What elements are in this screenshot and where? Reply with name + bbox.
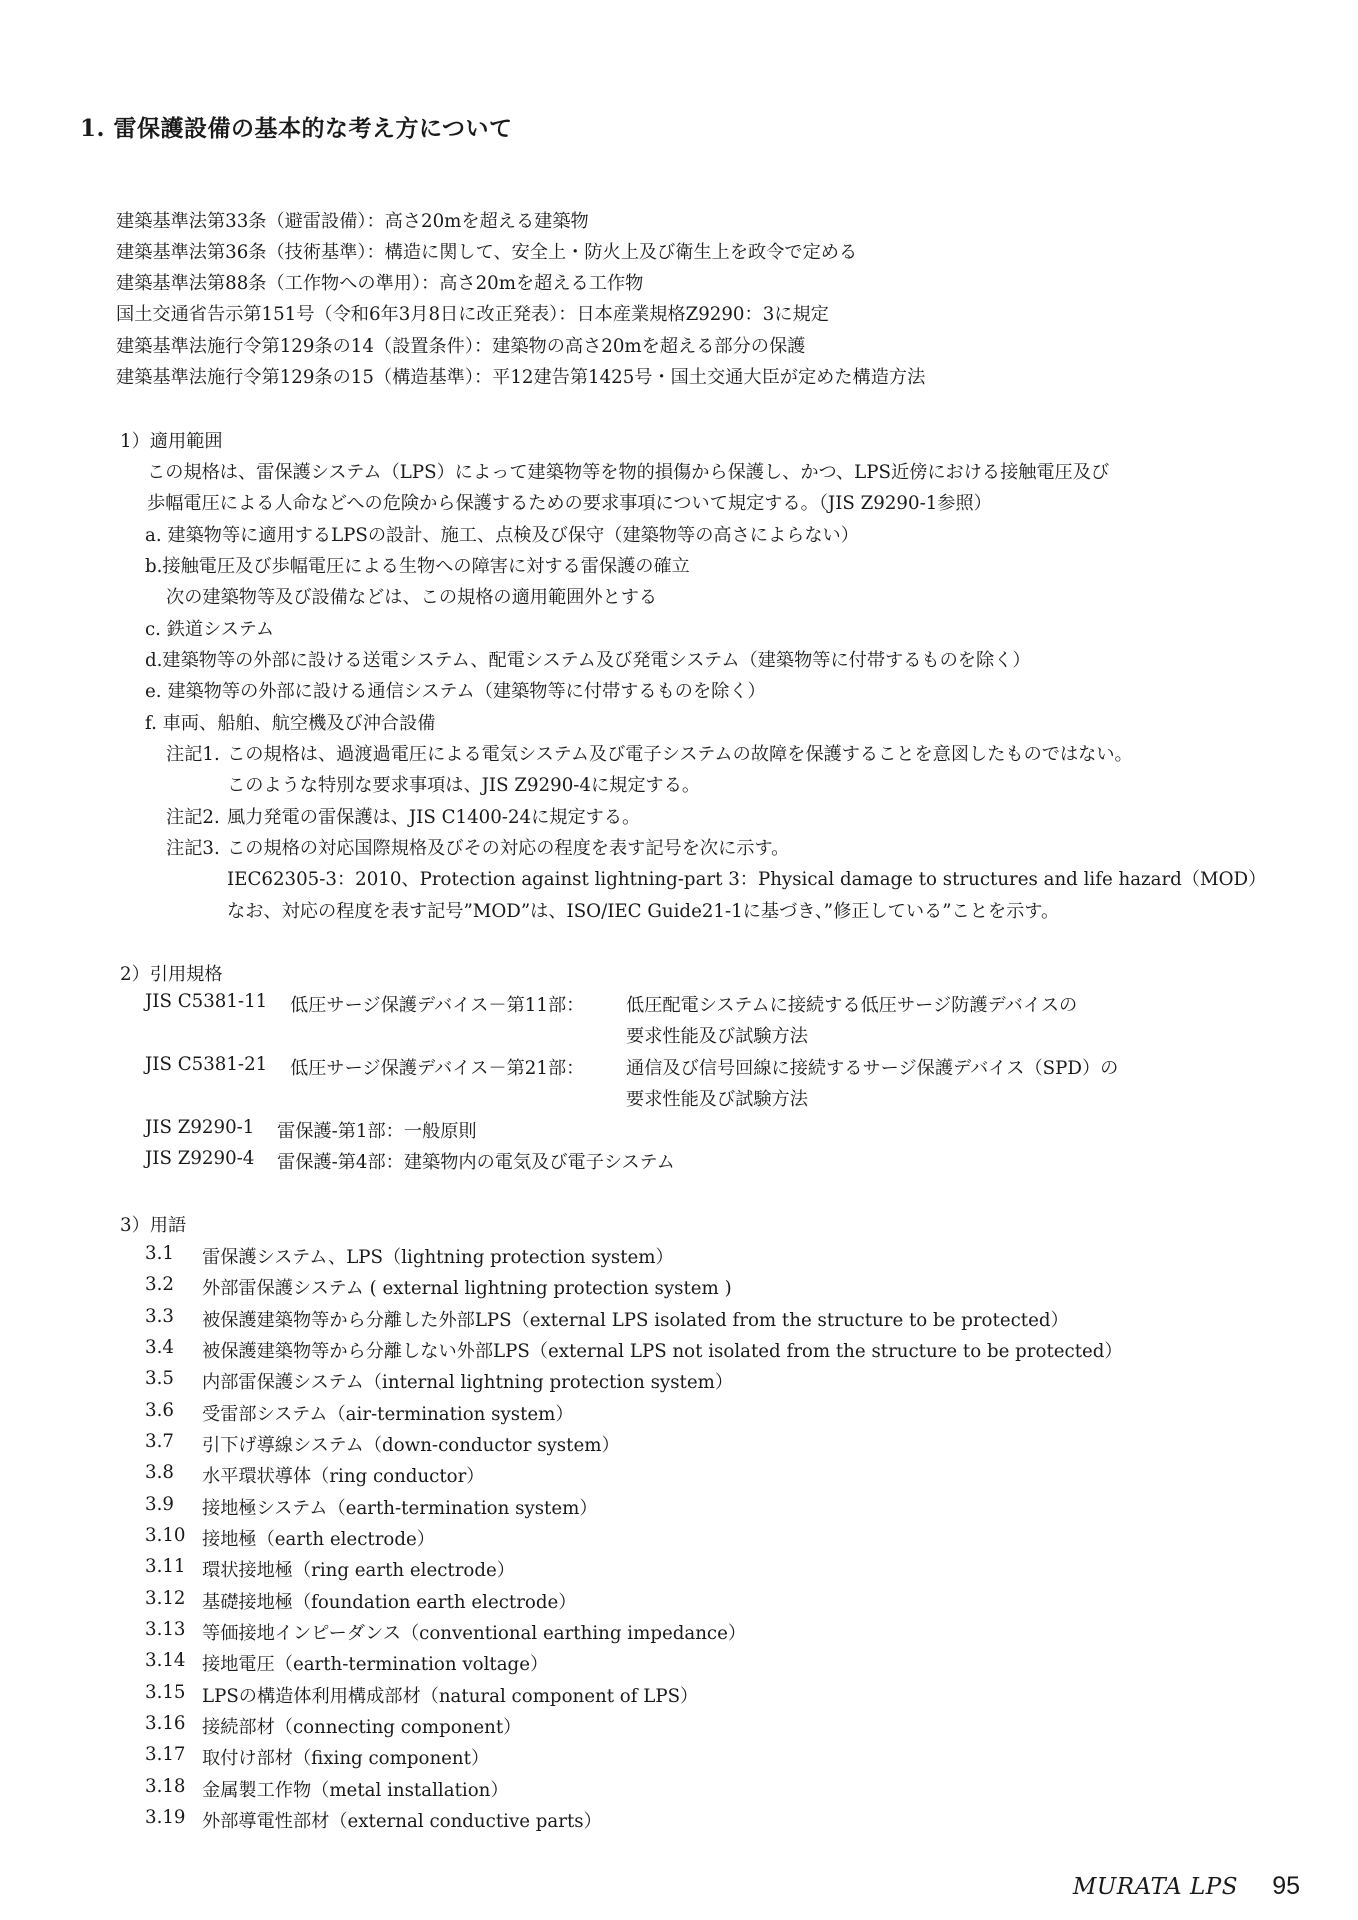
scope-item-f: f. 車両、船舶、航空機及び沖合設備 bbox=[145, 713, 436, 734]
term-number: 3.4 bbox=[145, 1337, 174, 1358]
standard-code: JIS C5381-11 bbox=[145, 991, 268, 1012]
standard-title: 低圧サージ保護デバイス－第21部： bbox=[290, 1058, 585, 1079]
term-text: 環状接地極（ring earth electrode） bbox=[202, 1560, 515, 1581]
note1-text: このような特別な要求事項は、JIS Z9290-4に規定する。 bbox=[227, 775, 701, 796]
term-number: 3.7 bbox=[145, 1431, 174, 1452]
scope-item-d: d.建築物等の外部に設ける送電システム、配電システム及び発電システム（建築物等に付帯するものを除く） bbox=[145, 650, 1031, 671]
term-number: 3.10 bbox=[145, 1525, 186, 1546]
term-number: 3.19 bbox=[145, 1807, 186, 1828]
term-text: 外部雷保護システム ( external lightning protection system ) bbox=[202, 1278, 732, 1299]
term-number: 3.1 bbox=[145, 1243, 174, 1264]
scope-intro-line: この規格は、雷保護システム（LPS）によって建築物等を物的損傷から保護し、かつ、LPS近傍における接触電圧及び bbox=[147, 462, 1110, 483]
term-number: 3.18 bbox=[145, 1776, 186, 1797]
term-number: 3.11 bbox=[145, 1556, 186, 1577]
standard-title: 雷保護-第1部：一般原則 bbox=[277, 1121, 477, 1142]
term-number: 3.12 bbox=[145, 1588, 186, 1609]
term-text: 内部雷保護システム（internal lightning protection system） bbox=[202, 1372, 734, 1393]
standard-code: JIS Z9290-4 bbox=[145, 1148, 255, 1169]
scope-item-a: a. 建築物等に適用するLPSの設計、施工、点検及び保守（建築物等の高さによらない） bbox=[145, 525, 859, 546]
note2-text: 風力発電の雷保護は、JIS C1400-24に規定する。 bbox=[227, 807, 641, 828]
term-text: 受雷部システム（air-termination system） bbox=[202, 1404, 574, 1425]
term-text: 雷保護システム、LPS（lightning protection system） bbox=[202, 1247, 674, 1268]
note2-label: 注記2. bbox=[166, 807, 220, 828]
term-text: 被保護建築物等から分離しない外部LPS（external LPS not isolated from the structure to be protected） bbox=[202, 1341, 1123, 1362]
term-text: 金属製工作物（metal installation） bbox=[202, 1780, 509, 1801]
note3-mod: なお、対応の程度を表す記号”MOD”は、ISO/IEC Guide21-1に基づき、”修正している”ことを示す。 bbox=[227, 901, 1060, 922]
note1-text: この規格は、過渡過電圧による電気システム及び電子システムの故障を保護することを意図したものではない。 bbox=[227, 744, 1133, 765]
term-number: 3.13 bbox=[145, 1619, 186, 1640]
note1-label: 注記1. bbox=[166, 744, 220, 765]
term-number: 3.17 bbox=[145, 1744, 186, 1765]
scope-exclusion: 次の建築物等及び設備などは、この規格の適用範囲外とする bbox=[166, 587, 658, 608]
standard-title: 低圧サージ保護デバイス－第11部： bbox=[290, 995, 585, 1016]
term-text: 取付け部材（fixing component） bbox=[202, 1748, 490, 1769]
term-number: 3.8 bbox=[145, 1462, 174, 1483]
standard-desc: 要求性能及び試験方法 bbox=[626, 1089, 808, 1110]
standard-desc: 要求性能及び試験方法 bbox=[626, 1026, 808, 1047]
scope-item-b: b.接触電圧及び歩幅電圧による生物への障害に対する雷保護の確立 bbox=[145, 556, 690, 577]
term-text: 被保護建築物等から分離した外部LPS（external LPS isolated from the structure to be protected） bbox=[202, 1310, 1069, 1331]
standard-desc: 通信及び信号回線に接続するサージ保護デバイス（SPD）の bbox=[626, 1058, 1119, 1079]
term-text: 基礎接地極（foundation earth electrode） bbox=[202, 1592, 577, 1613]
law-line: 建築基準法施行令第129条の14（設置条件）：建築物の高さ20mを超える部分の保護 bbox=[116, 336, 806, 357]
law-line: 建築基準法第36条（技術基準）：構造に関して、安全上・防火上及び衛生上を政令で定める bbox=[116, 242, 858, 263]
term-text: LPSの構造体利用構成部材（natural component of LPS） bbox=[202, 1686, 699, 1707]
scope-item-e: e. 建築物等の外部に設ける通信システム（建築物等に付帯するものを除く） bbox=[145, 681, 766, 702]
term-number: 3.2 bbox=[145, 1274, 174, 1295]
term-text: 引下げ導線システム（down-conductor system） bbox=[202, 1435, 620, 1456]
standard-desc: 低圧配電システムに接続する低圧サージ防護デバイスの bbox=[626, 995, 1078, 1016]
term-text: 水平環状導体（ring conductor） bbox=[202, 1466, 485, 1487]
law-line: 国土交通省告示第151号（令和6年3月8日に改正発表）：日本産業規格Z9290：3に規定 bbox=[116, 304, 829, 325]
footer-brand: MURATA LPS bbox=[1072, 1874, 1238, 1900]
term-number: 3.5 bbox=[145, 1368, 174, 1389]
term-text: 等価接地インピーダンス（conventional earthing impedance） bbox=[202, 1623, 747, 1644]
standard-title: 雷保護-第4部：建築物内の電気及び電子システム bbox=[277, 1152, 675, 1173]
law-line: 建築基準法第33条（避雷設備）：高さ20mを超える建築物 bbox=[116, 211, 589, 232]
term-text: 接地極（earth electrode） bbox=[202, 1529, 435, 1550]
scope-item-c: c. 鉄道システム bbox=[145, 619, 275, 640]
section-heading-references: 2）引用規格 bbox=[120, 964, 223, 985]
note3-text: この規格の対応国際規格及びその対応の程度を表す記号を次に示す。 bbox=[227, 838, 790, 859]
term-text: 外部導電性部材（external conductive parts） bbox=[202, 1811, 602, 1832]
term-text: 接続部材（connecting component） bbox=[202, 1717, 522, 1738]
term-number: 3.6 bbox=[145, 1400, 174, 1421]
standard-code: JIS C5381-21 bbox=[145, 1054, 268, 1075]
note3-label: 注記3. bbox=[166, 838, 220, 859]
term-number: 3.14 bbox=[145, 1650, 186, 1671]
note3-iec: IEC62305-3：2010、Protection against lightning-part 3：Physical damage to structures and life hazard（MOD） bbox=[227, 869, 1267, 890]
section-heading-scope: 1）適用範囲 bbox=[120, 431, 223, 452]
law-line: 建築基準法施行令第129条の15（構造基準）：平12建告第1425号・国土交通大臣が定めた構造方法 bbox=[116, 367, 926, 388]
term-number: 3.3 bbox=[145, 1306, 174, 1327]
page-number: 95 bbox=[1272, 1872, 1300, 1900]
standard-code: JIS Z9290-1 bbox=[145, 1117, 255, 1138]
term-number: 3.9 bbox=[145, 1494, 174, 1515]
term-number: 3.16 bbox=[145, 1713, 186, 1734]
law-line: 建築基準法第88条（工作物への準用）：高さ20mを超える工作物 bbox=[116, 273, 644, 294]
term-text: 接地電圧（earth-termination voltage） bbox=[202, 1654, 549, 1675]
section-heading-terms: 3）用語 bbox=[120, 1215, 187, 1236]
term-text: 接地極システム（earth-termination system） bbox=[202, 1498, 598, 1519]
scope-intro-line: 歩幅電圧による人命などへの危険から保護するための要求事項について規定する。（JIS Z9290-1参照） bbox=[147, 493, 992, 514]
page-title: 1. 雷保護設備の基本的な考え方について bbox=[80, 115, 513, 142]
term-number: 3.15 bbox=[145, 1682, 186, 1703]
